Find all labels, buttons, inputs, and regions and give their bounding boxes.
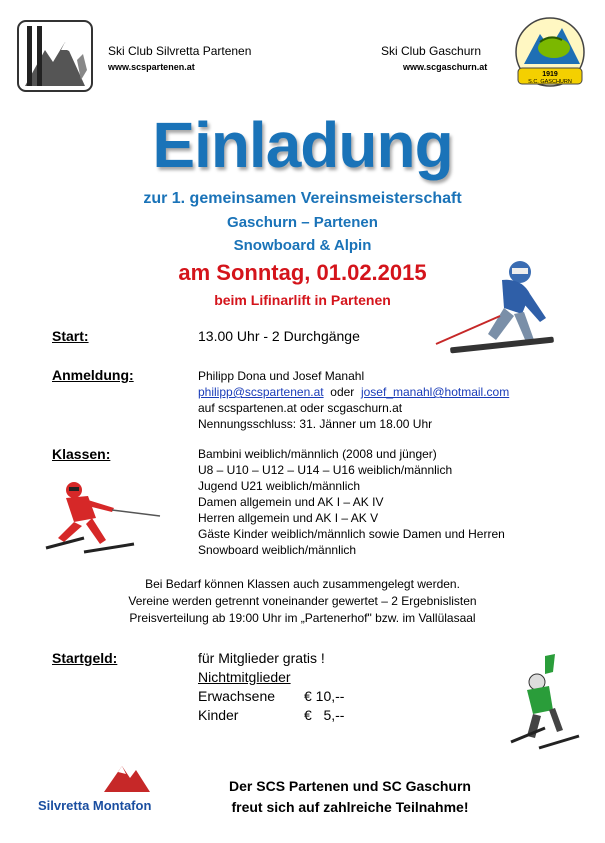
price-category: Erwachsene [198,688,276,704]
price-category: Kinder [198,707,239,723]
sc-gaschurn-logo [510,14,590,94]
event-date: am Sonntag, 01.02.2015 [178,260,427,285]
note-3: Preisverteilung ab 19:00 Uhr im „Partenerhof" bzw. im Vallülasaal [129,611,476,625]
oder-text: oder [330,385,355,399]
anmeldung-websites: auf scspartenen.at oder scgaschurn.at [198,401,403,415]
start-text: 13.00 Uhr - 2 Durchgänge [198,328,360,344]
scs-partenen-logo [17,20,93,92]
anmeldung-emails [198,384,509,400]
price-row [198,687,344,706]
skier-red-image [44,478,164,558]
email-link-josef[interactable]: josef_manahl@hotmail.com [360,385,510,399]
anmeldung-deadline: Nennungsschluss: 31. Jänner um 18.00 Uhr [198,417,433,431]
logo-text: S.C. GASCHURN [528,79,572,85]
list-item: Damen allgemein und AK I – AK IV [198,495,384,509]
note-2: Vereine werden getrennt voneinander gewertet – 2 Ergebnislisten [128,594,477,608]
startgeld-nonmembers: Nichtmitglieder [198,669,291,685]
right-club-name: Ski Club Gaschurn [381,44,482,58]
email-link-philipp[interactable]: philipp@scspartenen.at [198,385,324,399]
freestyle-skier-image [505,652,585,752]
note-1: Bei Bedarf können Klassen auch zusammengelegt werden. [145,577,460,591]
list-item: Bambini weiblich/männlich (2008 und jünger) [198,447,437,461]
list-item: Snowboard weiblich/männlich [198,543,357,557]
page-title: Einladung [152,109,453,181]
price-row [198,706,344,725]
snowboarder-image [430,258,560,358]
right-club-url[interactable]: www.scgaschurn.at [403,62,488,72]
list-item: Jugend U21 weiblich/männlich [198,479,361,493]
footer-line-2: freut sich auf zahlreiche Teilnahme! [231,799,469,815]
event-location: beim Lifinarlift in Partenen [214,292,391,308]
price-value: € 10,-- [304,688,345,704]
left-club-name: Ski Club Silvretta Partenen [108,44,252,58]
startgeld-label: Startgeld: [52,650,118,666]
anmeldung-names: Philipp Dona und Josef Manahl [198,369,365,383]
startgeld-block [198,649,344,725]
mountain-logo [104,762,150,794]
list-item: Herren allgemein und AK I – AK V [198,511,379,525]
logo-year: 1919 [542,71,558,78]
price-value: € 5,-- [304,707,345,723]
subtitle-championship: zur 1. gemeinsamen Vereinsmeisterschaft [143,190,462,207]
subtitle-places: Gaschurn – Partenen [227,214,378,231]
anmeldung-label: Anmeldung: [52,367,134,383]
start-label: Start: [52,328,89,344]
klassen-label: Klassen: [52,446,111,462]
silvretta-montafon-brand: Silvretta Montafon [38,798,152,813]
klassen-list [198,446,505,558]
anmeldung-block [198,368,509,432]
footer-line-1: Der SCS Partenen und SC Gaschurn [229,778,471,794]
left-club-url[interactable]: www.scspartenen.at [108,62,195,72]
list-item: U8 – U10 – U12 – U14 – U16 weiblich/männlich [198,463,453,477]
subtitle-disciplines: Snowboard & Alpin [233,237,372,254]
startgeld-members: für Mitglieder gratis ! [198,650,325,666]
list-item: Gäste Kinder weiblich/männlich sowie Damen und Herren [198,527,505,541]
